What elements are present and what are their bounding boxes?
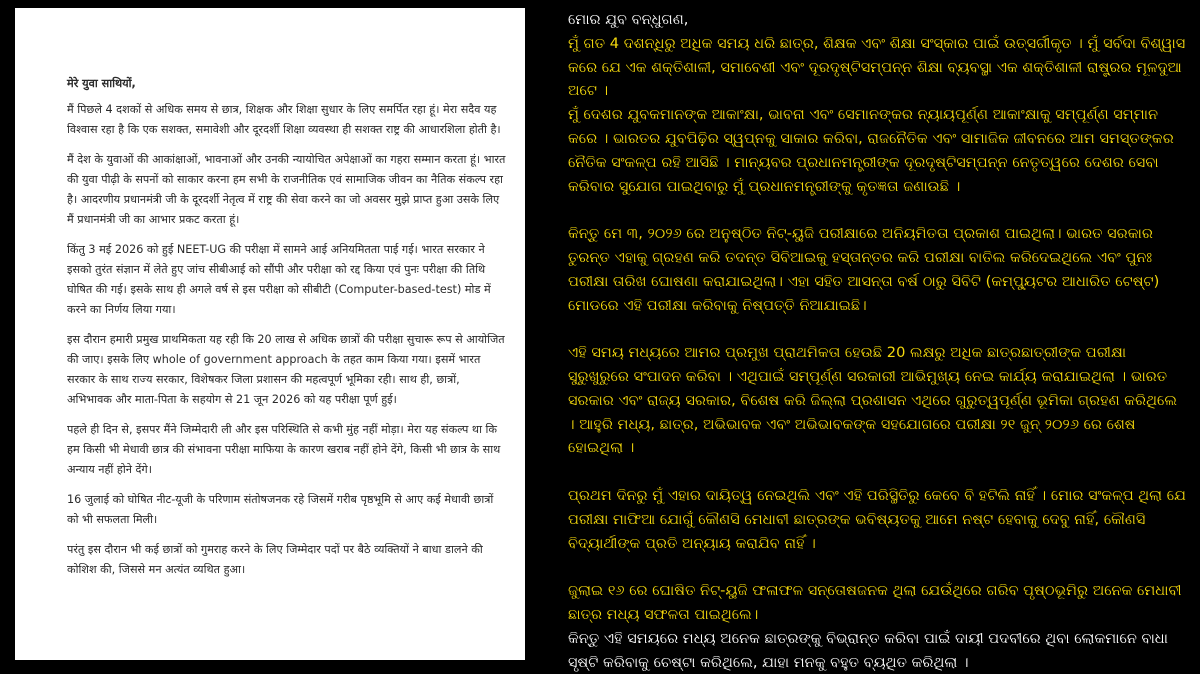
hindi-paragraph-3: किंतु 3 मई 2026 को हुई NEET-UG की परीक्षा में सामने आई अनियमितता पाई गई। भारत सरकार ने इसको तुरंत संज्ञान में लेते हुए जांच सीबीआई को सौंपी और परीक्षा को रद्द किया एवं पुनः परीक्षा की तिथि घोषित की गई। इसके साथ ही अगले वर्ष से इस परीक्षा को सीबीटी (Computer-based-test) मोड में करने का निर्णय लिया गया। xyxy=(67,243,491,316)
hindi-paragraph-7: परंतु इस दौरान भी कई छात्रों को गुमराह करने के लिए जिम्मेदार पदों पर बैठे व्यक्तियों ने बाधा डालने की कोशिश की, जिससे मन अत्यंत व्यथित हुआ। xyxy=(67,543,483,576)
hindi-letter-text xyxy=(67,74,507,590)
hindi-salutation: मेरे युवा साथियों, xyxy=(67,77,136,90)
odia-paragraph-1: ମୁଁ ଗତ 4 ଦଶନ୍ଧିରୁ ଅଧିକ ସମୟ ଧରି ଛାତ୍ର, ଶିକ୍ଷକ ଏବଂ ଶିକ୍ଷା ସଂସ୍କାର ପାଇଁ ଉତ୍ସର୍ଗୀକୃତ । ମୁଁ ସର୍ବଦା ବିଶ୍ୱାସ କରେ ଯେ ଏକ ଶକ୍ତିଶାଳୀ, ସମାବେଶୀ ଏବଂ ଦୂରଦୃଷ୍ଟିସମ୍ପନ୍ନ ଶିକ୍ଷା ବ୍ୟବସ୍ଥା ଏକ ଶକ୍ତିଶାଳୀ ରାଷ୍ଟ୍ରର ମୂଳଦୁଆ ଅଟେ । xyxy=(568,34,1186,100)
odia-letter-panel xyxy=(528,0,1200,671)
hindi-paragraph-2: मैं देश के युवाओं की आकांक्षाओं, भावनाओं और उनकी न्यायोचित अपेक्षाओं का गहरा सम्मान करता हूं। भारत की युवा पीढ़ी के सपनों को साकार करना हम सभी के राजनीतिक एवं सामाजिक जीवन का नैतिक संकल्प रहा है। आदरणीय प्रधानमंत्री जी के दूरदर्शी नेतृत्व में राष्ट्र की सेवा करने का जो अवसर मुझे प्राप्त हुआ उसके लिए मैं प्रधानमंत्री जी का आभार प्रकट करता हूं। xyxy=(67,153,506,226)
odia-salutation: ମୋର ଯୁବ ବନ୍ଧୁଗଣ, xyxy=(568,11,689,28)
hindi-paragraph-1: मैं पिछले 4 दशकों से अधिक समय से छात्र, शिक्षक और शिक्षा सुधार के लिए समर्पित रहा हूं। मेरा सदैव यह विश्वास रहा है कि एक सशक्त, समावेशी और दूरदर्शी शिक्षा व्यवस्था ही सशक्त राष्ट्र की आधारशिला होती है। xyxy=(67,103,501,136)
odia-paragraph-7: କିନ୍ତୁ ଏହି ସମୟରେ ମଧ୍ୟ ଅନେକ ଛାତ୍ରଙ୍କୁ ବିଭ୍ରାନ୍ତ କରିବା ପାଇଁ ଦାୟୀ ପଦବୀରେ ଥିବା ଲୋକମାନେ ବାଧା ସୃଷ୍ଟି କରିବାକୁ ଚେଷ୍ଟା କରିଥିଲେ, ଯାହା ମନକୁ ବହୁତ ବ୍ୟଥିତ କରିଥିଲା । xyxy=(568,629,1169,671)
odia-paragraph-6: ଜୁଲାଇ ୧୬ ରେ ଘୋଷିତ ନିଟ୍-ୟୁଜି ଫଳାଫଳ ସନ୍ତୋଷଜନକ ଥିଲା ଯେଉଁଥିରେ ଗରିବ ପୃଷ୍ଠଭୂମିରୁ ଅନେକ ମେଧାବୀ ଛାତ୍ର ମଧ୍ୟ ସଫଳତା ପାଇଥିଲେ। xyxy=(568,582,1182,623)
odia-paragraph-3: କିନ୍ତୁ ମେ ୩, ୨୦୨୬ ରେ ଅନୁଷ୍ଠିତ ନିଟ୍-ୟୁଜି ପରୀକ୍ଷାରେ ଅନିୟମିତତା ପ୍ରକାଶ ପାଇଥିଲା। ଭାରତ ସରକାର ତୁରନ୍ତ ଏହାକୁ ଗ୍ରହଣ କରି ତଦନ୍ତ ସିବିଆଇକୁ ହସ୍ତାନ୍ତର କରି ପରୀକ୍ଷା ବାତିଲ କରିଦେଇଥିଲେ ଏବଂ ପୁନଃ ପରୀକ୍ଷା ତାରିଖ ଘୋଷଣା କରାଯାଇଥିଲା। ଏହା ସହିତ ଆସନ୍ତା ବର୍ଷ ଠାରୁ ସିବିଟି (କମ୍ପ୍ୟୁଟର ଆଧାରିତ ଟେଷ୍ଟ) ମୋଡରେ ଏହି ପରୀକ୍ଷା କରିବାକୁ ନିଷ୍ପତ୍ତି ନିଆଯାଇଛି। xyxy=(568,225,1160,314)
odia-paragraph-5: ପ୍ରଥମ ଦିନରୁ ମୁଁ ଏହାର ଦାୟିତ୍ୱ ନେଇଥିଲି ଏବଂ ଏହି ପରିସ୍ଥିତିରୁ କେବେ ବି ହଟିଲି ନାହିଁ । ମୋର ସଂକଳ୍ପ ଥିଲା ଯେ ପରୀକ୍ଷା ମାଫିଆ ଯୋଗୁଁ କୌଣସି ମେଧାବୀ ଛାତ୍ରଙ୍କ ଭବିଷ୍ୟତକୁ ଆମେ ନଷ୍ଟ ହେବାକୁ ଦେବୁ ନାହିଁ, କୌଣସି ବିଦ୍ୟାର୍ଥୀଙ୍କ ପ୍ରତି ଅନ୍ୟାୟ କରାଯିବ ନାହିଁ । xyxy=(568,486,1186,552)
hindi-paragraph-4: इस दौरान हमारी प्रमुख प्राथमिकता यह रही कि 20 लाख से अधिक छात्रों की परीक्षा सुचारू रूप से आयोजित की जाए। इसके लिए whole of government approach के तहत काम किया गया। इसमें भारत सरकार के साथ राज्य सरकार, विशेषकर जिला प्रशासन की महत्वपूर्ण भूमिका रही। साथ ही, छात्रों, अभिभावक और माता-पिता के सहयोग से 21 जून 2026 को यह परीक्षा पूर्ण हुई। xyxy=(67,333,505,406)
hindi-paragraph-5: पहले ही दिन से, इसपर मैंने जिम्मेदारी ली और इस परिस्थिति से कभी मुंह नहीं मोड़ा। मेरा यह संकल्प था कि हम किसी भी मेधावी छात्र की संभावना परीक्षा माफिया के कारण खराब नहीं होने देंगे, किसी भी छात्र के साथ अन्याय नहीं होने देंगे। xyxy=(67,423,501,476)
hindi-letter-page xyxy=(15,8,525,660)
odia-letter-text xyxy=(568,8,1188,674)
hindi-paragraph-6: 16 जुलाई को घोषित नीट-यूजी के परिणाम संतोषजनक रहे जिसमें गरीब पृष्ठभूमि से आए कई मेधावी छात्रों को भी सफलता मिली। xyxy=(67,493,494,526)
odia-paragraph-4: ଏହି ସମୟ ମଧ୍ୟରେ ଆମର ପ୍ରମୁଖ ପ୍ରାଥମିକତା ହେଉଛି 20 ଲକ୍ଷରୁ ଅଧିକ ଛାତ୍ରଛାତ୍ରୀଙ୍କ ପରୀକ୍ଷା ସୁରୁଖୁରୁରେ ସଂପାଦନ କରିବା । ଏଥିପାଇଁ ସମ୍ପୂର୍ଣ୍ଣ ସରକାରୀ ଆଭିମୁଖ୍ୟ ନେଇ କାର୍ଯ୍ୟ କରାଯାଇଥିଲା । ଭାରତ ସରକାର ଏବଂ ରାଜ୍ୟ ସରକାର, ବିଶେଷ କରି ଜିଲ୍ଲା ପ୍ରଶାସନ ଏଥିରେ ଗୁରୁତ୍ୱପୂର୍ଣ୍ଣ ଭୂମିକା ଗ୍ରହଣ କରିଥିଲେ । ଆହୁରି ମଧ୍ୟ, ଛାତ୍ର, ଅଭିଭାବକ ଏବଂ ଅଭିଭାବକଙ୍କ ସହଯୋଗରେ ପରୀକ୍ଷା ୨୧ ଜୁନ୍ ୨୦୨୬ ରେ ଶେଷ ହୋଇଥିଲା । xyxy=(568,344,1178,457)
odia-paragraph-2: ମୁଁ ଦେଶର ଯୁବକମାନଙ୍କ ଆକାଂକ୍ଷା, ଭାବନା ଏବଂ ସେମାନଙ୍କର ନ୍ୟାୟପୂର୍ଣ୍ଣ ଆକାଂକ୍ଷାକୁ ସମ୍ପୂର୍ଣ୍ଣ ସମ୍ମାନ କରେ । ଭାରତର ଯୁବପିଢ଼ିର ସ୍ୱପ୍ନକୁ ସାକାର କରିବା, ରାଜନୈତିକ ଏବଂ ସାମାଜିକ ଜୀବନରେ ଆମ ସମସ୍ତଙ୍କର ନୈତିକ ସଂକଳ୍ପ ରହି ଆସିଛି । ମାନ୍ୟବର ପ୍ରଧାନମନ୍ତ୍ରୀଙ୍କ ଦୂରଦୃଷ୍ଟିସମ୍ପନ୍ନ ନେତୃତ୍ୱରେ ଦେଶର ସେବା କରିବାର ସୁଯୋଗ ପାଇଥିବାରୁ ମୁଁ ପ୍ରଧାନମନ୍ତ୍ରୀଙ୍କୁ କୃତଜ୍ଞତା ଜଣାଉଛି । xyxy=(568,106,1174,195)
